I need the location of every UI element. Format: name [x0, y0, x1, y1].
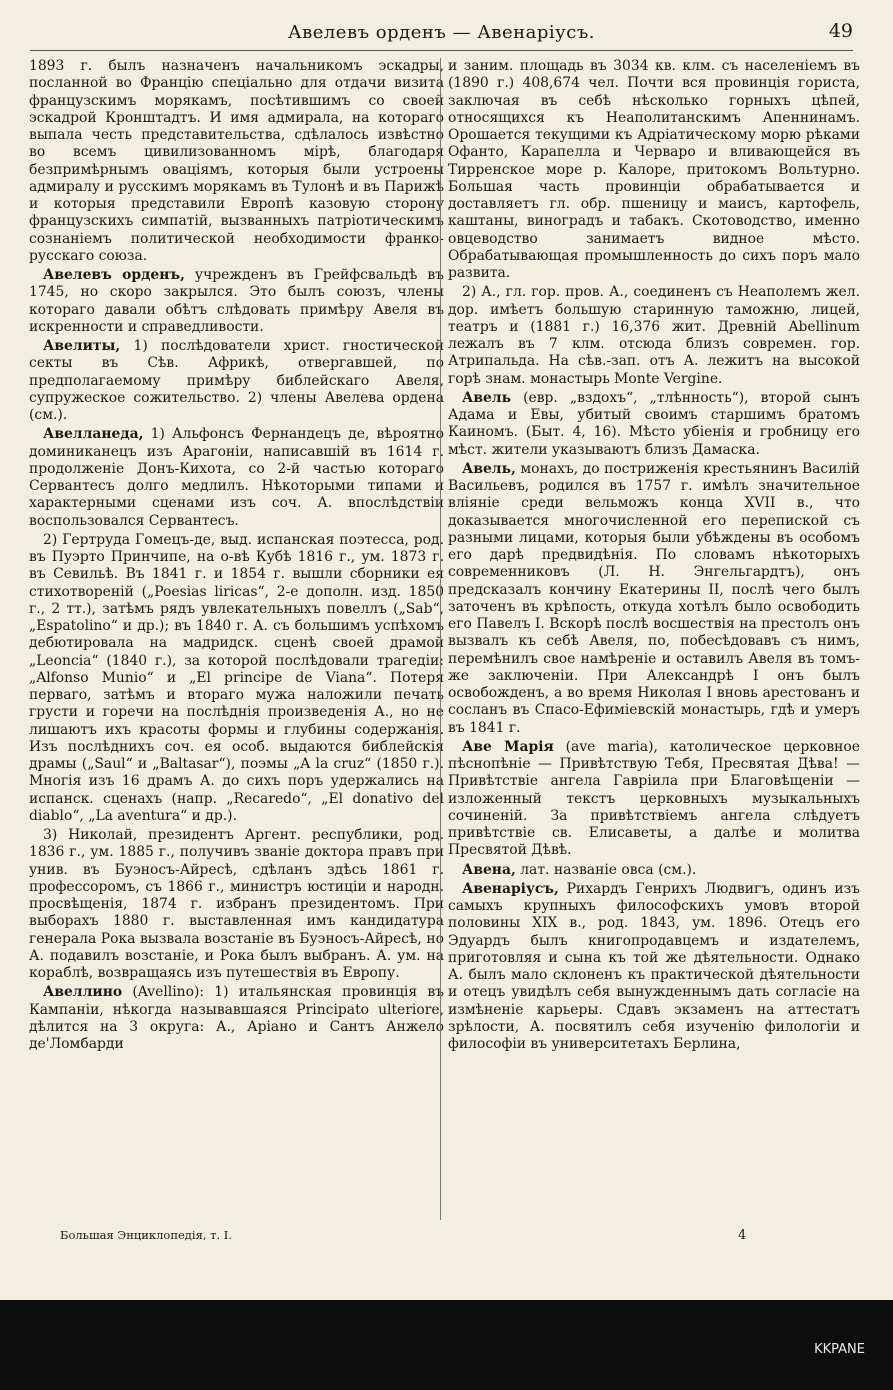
- entry-text: (ave maria), католическое церковное пѣснопѣніе — Привѣтствую Тебя, Пресвятая Дѣва! — Привѣтствіе ангела Гавріила при Благовѣщеніи — изложенный текстъ церковныхъ музыкальныхъ сочиненій. За привѣтствіемъ ангела слѣдуетъ привѣтствіе св. Елисаветы, а далѣе и молитва Пресвятой Дѣвѣ.: [448, 738, 860, 859]
- entry-headword: Аве Марія: [462, 738, 554, 755]
- entry-headword: Авеллино: [43, 984, 123, 1001]
- entry-text: монахъ, до постриженія крестьянинъ Василій Васильевъ, родился въ 1757 г. имѣлъ значительное вліяніе среди вельможъ конца XVII в., что доказывается многочисленной его перепиской съ разными лицами, которыя были убѣждены въ особомъ его дарѣ предвидѣнія. По словамъ нѣкоторыхъ современниковъ (Л. Н. Энгельгардтъ), онъ предсказалъ кончину Екатерины II, послѣ чего былъ заточенъ въ крѣпость, откуда хотѣлъ было освободить его Павелъ I. Вскорѣ послѣ восшествія на престолъ онъ вызвалъ къ себѣ Авеля, по, побесѣдовавъ съ нимъ, перемѣнилъ свое намѣреніе и оставилъ Авеля въ томъ-же заключеніи. При Александрѣ I онъ былъ освобожденъ, а во время Николая I вновь арестованъ и сосланъ въ Спасо-Ефиміевскій монастырь, гдѣ и умеръ въ 1841 г.: [448, 460, 860, 736]
- entry-text: (евр. „вздохъ“, „тлѣнность“), второй сынъ Адама и Евы, убитый своимъ старшимъ братомъ Каиномъ. (Быт. 4, 16). Мѣсто убіенія и гробницу его мѣст. жители указываютъ близъ Дамаска.: [448, 389, 860, 458]
- entry-headword: Авель: [462, 389, 512, 406]
- entry-text: 1) Альфонсъ Фернандецъ де, вѣроятно доминиканецъ изъ Арагоніи, написавшій въ 1614 г. продолженіе Донъ-Кихота, со 2-й частью котораго Сервантесъ долго медлилъ. Нѣкоторыми типами и характерными сценами изъ соч. А. впослѣдствіи воспользовался Сервантесъ.: [29, 426, 444, 529]
- article-entry: [29, 532, 444, 825]
- left-column: [29, 58, 444, 1055]
- entry-headword: Авелиты,: [43, 338, 121, 354]
- article-entry: [29, 984, 444, 1053]
- entry-text: учрежденъ въ Грейфсвальдѣ въ 1745, но скоро закрылся. Это былъ союзъ, члены котораго давали обѣтъ слѣдовать примѣру Авеля въ искренности и справедливости.: [29, 267, 444, 335]
- entry-headword: Авена,: [462, 861, 516, 878]
- right-column: [448, 58, 860, 1055]
- column-divider: [440, 58, 441, 1220]
- entry-headword: Авель,: [462, 460, 516, 477]
- entry-headword: Авелевъ орденъ,: [43, 267, 185, 283]
- article-entry: [29, 267, 444, 336]
- article-entry: [29, 827, 444, 982]
- entry-text: 2) А., гл. гор. пров. А., соединенъ съ Неаполемъ жел. дор. имѣетъ большую старинную таможню, лицей, театръ и (1881 г.) 16,376 жит. Древній Abellinum лежалъ въ 7 клм. отсюда близъ современ. гор. Атрипальда. На сѣв.-зап. отъ А. лежитъ на высокой горѣ знам. монастырь Monte Vergine.: [448, 284, 860, 387]
- article-entry: [29, 58, 444, 265]
- article-entry: [29, 426, 444, 530]
- entry-headword: Авелланеда,: [43, 426, 144, 443]
- entry-text: 1893 г. былъ назначенъ начальникомъ эскадры, посланной во Францію спеціально для отдачи визита французскимъ морякамъ, посѣтившимъ со своей эскадрой Кронштадтъ. И имя адмирала, на котораго выпала честь представительства, сдѣлалось извѣстно во всемъ цивилизованномъ мірѣ, благодаря безпримѣрнымъ оваціямъ, которыя были устроены адмиралу и русскимъ морякамъ въ Тулонѣ и въ Парижѣ и которыя представили Европѣ казовую сторону французскихъ симпатій, вызванныхъ патріотическимъ сознаніемъ политической необходимости франко-русскаго союза.: [29, 58, 444, 264]
- entry-text: 3) Николай, президентъ Аргент. республики, род. 1836 г., ум. 1885 г., получивъ званіе доктора правъ при унив. въ Буэносъ-Айресѣ, сдѣланъ здѣсь 1861 г. профессоромъ, съ 1866 г., министръ юстиціи и народн. просвѣщенія, 1874 г. избранъ президентомъ. При выборахъ 1880 г. выставленная имъ кандидатура генерала Рока вызвала возстаніе въ Буэносъ-Айресѣ, но А. подавилъ возстаніе, и Рока былъ выбранъ. А. ум. на кораблѣ, возвращаясь изъ путешествія въ Европу.: [29, 827, 444, 981]
- article-entry: [448, 58, 860, 282]
- article-entry: [448, 862, 860, 879]
- entry-text: и заним. площадь въ 3034 кв. клм. съ населеніемъ въ (1890 г.) 408,674 чел. Почти вся провинція гориста, заключая въ себѣ нѣсколько горныхъ цѣпей, относящихся къ Неаполитанскимъ Апеннинамъ. Орошается текущими къ Адріатическому морю рѣками Офанто, Карапелла и Черваро и вливающейся въ Тирренское море р. Калоре, притокомъ Вольтурно. Большая часть провинціи обрабатывается и доставляетъ гл. обр. пшеницу и маисъ, картофель, каштаны, виноградъ и табакъ. Скотоводство, именно овцеводство занимаетъ видное мѣсто. Обрабатывающая промышленность до сихъ поръ мало развита.: [448, 58, 860, 281]
- header-rule: [30, 50, 853, 51]
- entry-text: Рихардъ Генрихъ Людвигъ, одинъ изъ самыхъ крупныхъ философскихъ умовъ второй половины XIX в., род. 1843, ум. 1896. Отецъ его Эдуардъ былъ книгопродавцемъ и издателемъ, приготовляя и сына къ той же дѣятельности. Однако А. былъ мало склоненъ къ практической дѣятельности и отецъ увидѣлъ себя вынужденнымъ дать согласіе на измѣненіе карьеры. Сдавъ экзаменъ на аттестатъ зрѣлости, А. посвятилъ себя изученію филологіи и философіи въ университетахъ Берлина,: [448, 880, 860, 1052]
- watermark-code: KKPANE: [814, 1342, 865, 1357]
- article-entry: [448, 390, 860, 459]
- article-entry: [29, 338, 444, 424]
- watermark-bar: [0, 1300, 893, 1390]
- page-number: 49: [828, 20, 853, 42]
- article-entry: [448, 284, 860, 388]
- signature-line: Большая Энциклопедія, т. I.: [60, 1228, 233, 1242]
- article-entry: [448, 881, 860, 1054]
- signature-number: 4: [738, 1228, 747, 1243]
- running-head: Авелевъ орденъ — Авенаріусъ.: [287, 22, 596, 43]
- entry-text: (Avellino): 1) итальянская провинція въ Кампаніи, нѣкогда называвшаяся Principato ulteriore, дѣлится на 3 округа: А., Аріано и Сантъ Анжело де'Ломбарди: [29, 984, 444, 1052]
- entry-headword: Авенаріусъ,: [462, 880, 559, 897]
- page-header: [30, 20, 853, 48]
- article-entry: [448, 461, 860, 737]
- entry-text: лат. названіе овса (см.).: [515, 861, 697, 878]
- article-entry: [448, 739, 860, 860]
- entry-text: 2) Гертруда Гомецъ-де, выд. испанская поэтесса, род. въ Пуэрто Принчипе, на о-вѣ Кубѣ 1816 г., ум. 1873 г. въ Севильѣ. Въ 1841 г. и 1854 г. вышли сборники ея стихотвореній („Poesias liricas“, 2-е дополн. изд. 1850 г., 2 тт.), затѣмъ рядъ увлекательныхъ повеллъ („Sab“, „Espatolino“ и др.); въ 1840 г. А. съ большимъ успѣхомъ дебютировала на мадридск. сценѣ своей драмой „Leoncia“ (1840 г.), за которой послѣдовали трагедіи: „Alfonso Munio“ и „El principe de Viana“. Потеря перваго, затѣмъ и втораго мужа наложили печать грусти и горечи на послѣднія произведенія А., но не лишаютъ ихъ красоты формы и глубины содержанія. Изъ послѣднихъ соч. ея особ. выдаются библейскія драмы („Saul“ и „Baltasar“), поэмы „A la cruz“ (1850 г.). Многія изъ 16 драмъ А. до сихъ поръ удержались на испанск. сценахъ (напр. „Recaredo“, „El donativo del diablo“, „La aventura“ и др.).: [29, 531, 444, 824]
- entry-text: 1) послѣдователи христ. гностической секты въ Сѣв. Африкѣ, отвергавшей, по предполагаемому примѣру библейскаго Авеля, супружеское сожительство. 2) члены Авелева ордена (см.).: [29, 338, 444, 423]
